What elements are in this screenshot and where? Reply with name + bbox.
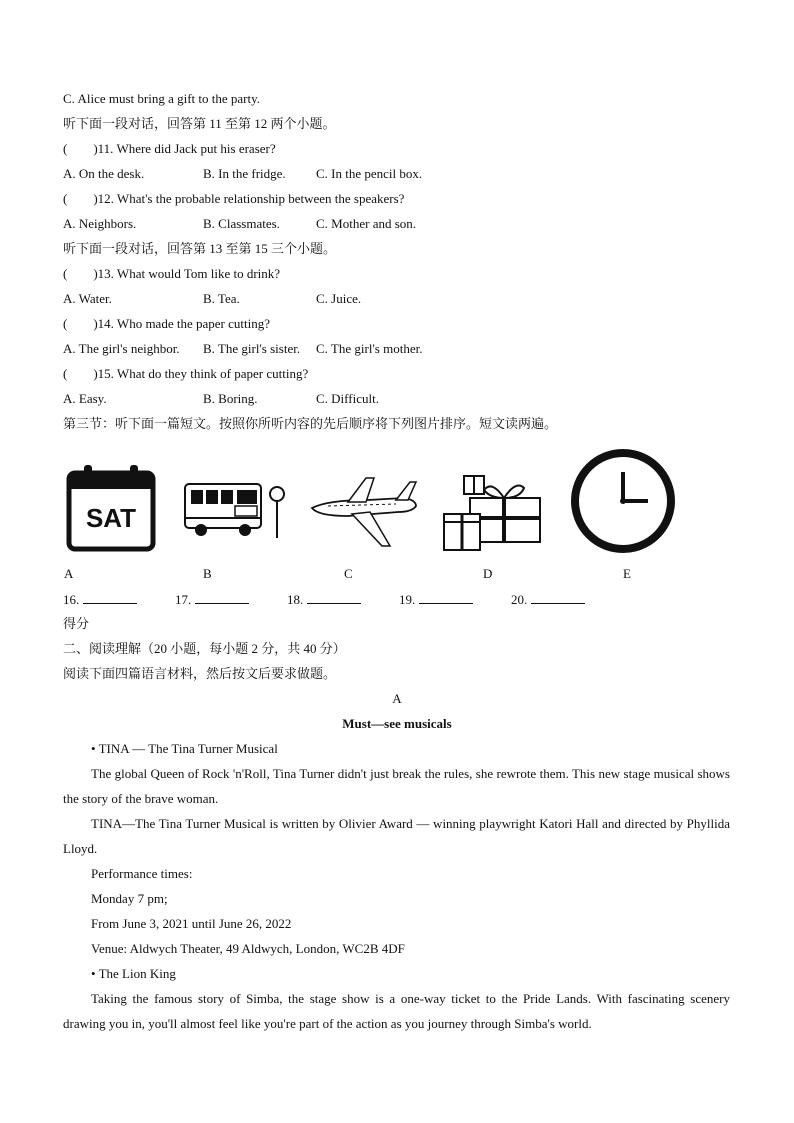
performance-day: Monday 7 pm; xyxy=(91,891,168,906)
airplane-icon xyxy=(308,470,420,550)
q15-option-a: A. Easy. xyxy=(63,391,107,406)
q11-option-c: C. In the pencil box. xyxy=(316,166,423,181)
blank-number: 18. xyxy=(287,592,304,607)
section-3-instruction: 第三节：听下面一篇短文。按照你所听内容的先后顺序将下列图片排序。短文读两遍。 xyxy=(63,416,558,431)
calendar-icon xyxy=(66,463,156,553)
answer-blank-19[interactable] xyxy=(399,591,473,608)
q15-option-c: C. Difficult. xyxy=(316,391,379,406)
performance-times-label: Performance times: xyxy=(91,866,193,881)
question-13: ( )13. What would Tom like to drink? xyxy=(63,266,281,281)
picture-label-b: B xyxy=(203,566,212,581)
picture-label-e: E xyxy=(623,566,631,581)
gift-boxes-icon xyxy=(440,470,552,554)
q13-option-a: A. Water. xyxy=(63,291,112,306)
calendar-day-text: SAT xyxy=(85,503,137,533)
q12-option-b: B. Classmates. xyxy=(203,216,280,231)
paragraph-tina-credits: TINA—The Tina Turner Musical is written by Olivier Award — winning playwright Katori Hall and directed by Phyllida Lloyd. xyxy=(63,816,730,856)
passage-title: Must—see musicals xyxy=(342,716,452,731)
q11-option-a: A. On the desk. xyxy=(63,166,145,181)
answer-blank-18[interactable] xyxy=(287,591,361,608)
picture-label-c: C xyxy=(344,566,353,581)
paragraph-lion-king: Taking the famous story of Simba, the stage show is a one-way ticket to the Pride Lands. With fascinating scenery drawing you in, you'll almost feel like you're part of the action as you journey through Simba's world. xyxy=(63,991,730,1031)
answer-blank-20[interactable] xyxy=(511,591,585,608)
clock-icon xyxy=(570,448,676,554)
picture-label-d: D xyxy=(483,566,493,581)
section-instruction-11-12: 听下面一段对话，回答第 11 至第 12 两个小题。 xyxy=(63,116,336,131)
answer-blank-16[interactable] xyxy=(63,591,137,608)
musical-item-lion-king: • The Lion King xyxy=(91,966,176,981)
musical-item-tina: • TINA — The Tina Turner Musical xyxy=(91,741,278,756)
q13-option-c: C. Juice. xyxy=(316,291,362,306)
question-15: ( )15. What do they think of paper cutting? xyxy=(63,366,309,381)
bus-stop-icon xyxy=(183,478,291,540)
question-14: ( )14. Who made the paper cutting? xyxy=(63,316,270,331)
paragraph-tina-intro: The global Queen of Rock 'n'Roll, Tina Turner didn't just break the rules, she rewrote them. This new stage musical shows the story of the brave woman. xyxy=(63,766,730,806)
picture-label-a: A xyxy=(64,566,74,581)
part-2-instruction: 阅读下面四篇语言材料，然后按文后要求做题。 xyxy=(63,666,337,681)
question-12: ( )12. What's the probable relationship between the speakers? xyxy=(63,191,405,206)
performance-dates: From June 3, 2021 until June 26, 2022 xyxy=(91,916,292,931)
option-c-line: C. Alice must bring a gift to the party. xyxy=(63,91,261,106)
score-label: 得分 xyxy=(63,616,90,631)
section-instruction-13-15: 听下面一段对话，回答第 13 至第 15 三个小题。 xyxy=(63,241,337,256)
q12-option-a: A. Neighbors. xyxy=(63,216,137,231)
q11-option-b: B. In the fridge. xyxy=(203,166,286,181)
blank-number: 19. xyxy=(399,592,416,607)
q14-option-a: A. The girl's neighbor. xyxy=(63,341,180,356)
blank-number: 16. xyxy=(63,592,80,607)
blank-number: 17. xyxy=(175,592,192,607)
q13-option-b: B. Tea. xyxy=(203,291,240,306)
answer-blank-17[interactable] xyxy=(175,591,249,608)
q14-option-c: C. The girl's mother. xyxy=(316,341,423,356)
part-2-heading: 二、阅读理解（20 小题，每小题 2 分，共 40 分） xyxy=(63,641,346,656)
q14-option-b: B. The girl's sister. xyxy=(203,341,301,356)
q15-option-b: B. Boring. xyxy=(203,391,258,406)
q12-option-c: C. Mother and son. xyxy=(316,216,417,231)
blank-number: 20. xyxy=(511,592,528,607)
venue-line: Venue: Aldwych Theater, 49 Aldwych, London, WC2B 4DF xyxy=(91,941,405,956)
question-11: ( )11. Where did Jack put his eraser? xyxy=(63,141,276,156)
passage-letter: A xyxy=(392,691,402,706)
